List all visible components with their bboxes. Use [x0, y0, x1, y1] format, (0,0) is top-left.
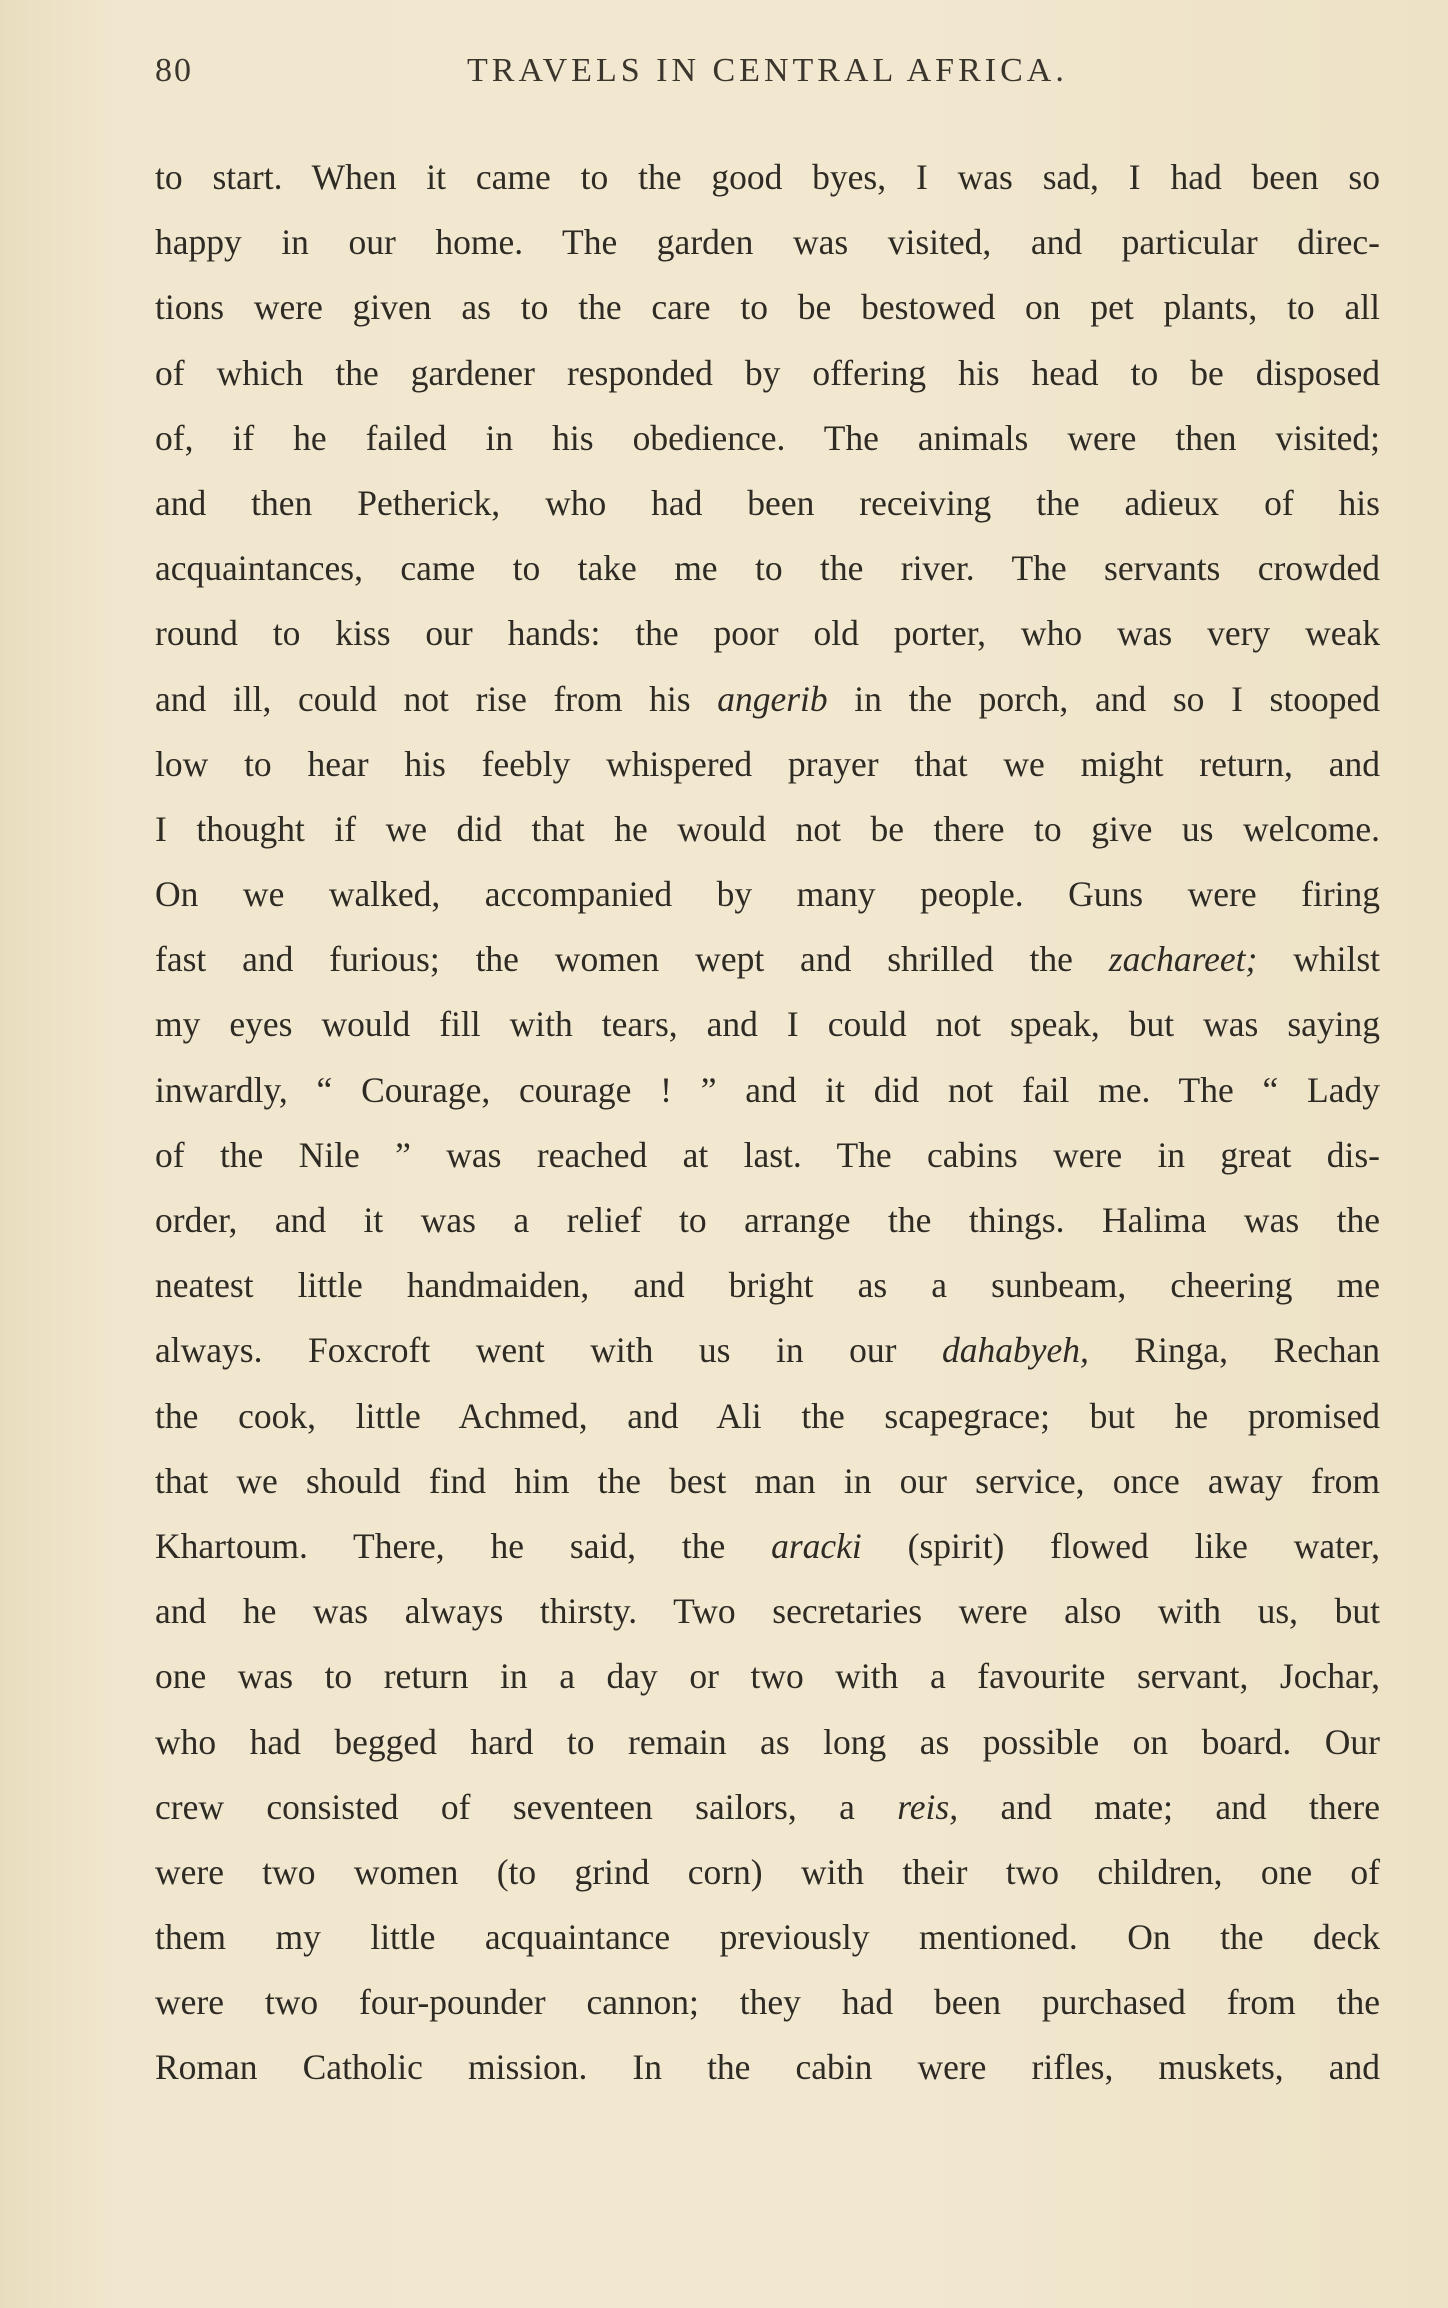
text-segment: and ill, could not rise from his [155, 678, 718, 719]
text-line [155, 1318, 1380, 1383]
text-segment: were two women (to grind corn) with their two children, one of [155, 1851, 1380, 1892]
text-line [155, 992, 1380, 1057]
text-line [155, 1970, 1380, 2035]
text-line [155, 341, 1380, 406]
text-line [155, 1710, 1380, 1775]
text-segment: always. Foxcroft went with us in our [155, 1330, 942, 1371]
text-segment: whilst [1257, 939, 1380, 980]
text-line [155, 1905, 1380, 1970]
text-segment: low to hear his feebly whispered prayer that we might return, and [155, 743, 1380, 784]
text-line [155, 1384, 1380, 1449]
text-segment: of which the gardener responded by offering his head to be disposed [155, 352, 1380, 393]
text-segment: in the porch, and so I stooped [827, 678, 1380, 719]
text-line [155, 210, 1380, 275]
text-segment: inwardly, “ Courage, courage ! ” and it did not fail me. The “ Lady [155, 1069, 1380, 1110]
text-line [155, 601, 1380, 666]
text-line [155, 862, 1380, 927]
text-line [155, 471, 1380, 536]
text-segment: On we walked, accompanied by many people. Guns were firing [155, 874, 1380, 915]
text-segment: to start. When it came to the good byes, I was sad, I had been so [155, 157, 1380, 197]
text-segment: and mate; and there [958, 1786, 1380, 1827]
text-line [155, 1775, 1380, 1840]
italic-term: reis, [897, 1786, 959, 1827]
text-line [155, 406, 1380, 471]
text-segment: Khartoum. There, he said, the [155, 1525, 772, 1566]
text-segment: order, and it was a relief to arrange the things. Halima was the [155, 1200, 1380, 1240]
italic-term: angerib [717, 678, 828, 719]
text-line [155, 145, 1380, 210]
text-segment: of, if he failed in his obedience. The animals were then visited; [155, 417, 1380, 458]
text-segment: were two four-pounder cannon; they had been purchased from the [155, 1982, 1380, 2023]
text-line [155, 536, 1380, 601]
text-line [155, 1253, 1380, 1318]
text-line [155, 732, 1380, 797]
text-segment: my eyes would fill with tears, and I could not speak, but was saying [155, 1004, 1380, 1045]
page-number: 80 [155, 52, 193, 89]
text-segment: Ringa, Rechan [1088, 1330, 1380, 1371]
text-line [155, 2035, 1380, 2100]
text-segment: round to kiss our hands: the poor old porter, who was very weak [155, 613, 1380, 654]
text-line [155, 1579, 1380, 1644]
text-segment: Roman Catholic mission. In the cabin were rifles, muskets, and [155, 2047, 1380, 2088]
text-line [155, 797, 1380, 862]
running-head [155, 52, 1380, 102]
text-line [155, 1449, 1380, 1514]
text-segment: acquaintances, came to take me to the river. The servants crowded [155, 548, 1380, 589]
text-segment: I thought if we did that he would not be there to give us welcome. [155, 808, 1380, 849]
text-segment: tions were given as to the care to be bestowed on pet plants, to all [155, 287, 1380, 328]
text-segment: happy in our home. The garden was visited, and particular direc- [155, 222, 1380, 263]
text-segment: that we should find him the best man in our service, once away from [155, 1460, 1380, 1501]
text-line [155, 1188, 1380, 1253]
text-segment: neatest little handmaiden, and bright as a sunbeam, cheering me [155, 1265, 1380, 1306]
text-line [155, 1058, 1380, 1123]
italic-term: aracki [771, 1525, 862, 1566]
body-text [155, 145, 1380, 2101]
text-segment: the cook, little Achmed, and Ali the scapegrace; but he promised [155, 1395, 1380, 1436]
text-segment: and he was always thirsty. Two secretaries were also with us, but [155, 1591, 1380, 1632]
text-segment: of the Nile ” was reached at last. The cabins were in great dis- [155, 1134, 1380, 1175]
text-line [155, 1840, 1380, 1905]
text-segment: and then Petherick, who had been receiving the adieux of his [155, 482, 1380, 523]
text-line [155, 1514, 1380, 1579]
text-line [155, 927, 1380, 992]
text-segment: fast and furious; the women wept and shrilled the [155, 939, 1109, 980]
text-segment: one was to return in a day or two with a favourite servant, Jochar, [155, 1656, 1380, 1697]
text-line [155, 667, 1380, 732]
running-title: TRAVELS IN CENTRAL AFRICA. [467, 52, 1068, 89]
italic-term: dahabyeh, [941, 1330, 1089, 1371]
text-line [155, 1644, 1380, 1709]
text-segment: crew consisted of seventeen sailors, a [155, 1786, 898, 1827]
text-line [155, 1123, 1380, 1188]
text-segment: them my little acquaintance previously mentioned. On the deck [155, 1917, 1380, 1958]
italic-term: zachareet; [1108, 939, 1258, 980]
text-segment: (spirit) flowed like water, [861, 1525, 1380, 1566]
text-segment: who had begged hard to remain as long as possible on board. Our [155, 1721, 1380, 1762]
text-line [155, 275, 1380, 340]
